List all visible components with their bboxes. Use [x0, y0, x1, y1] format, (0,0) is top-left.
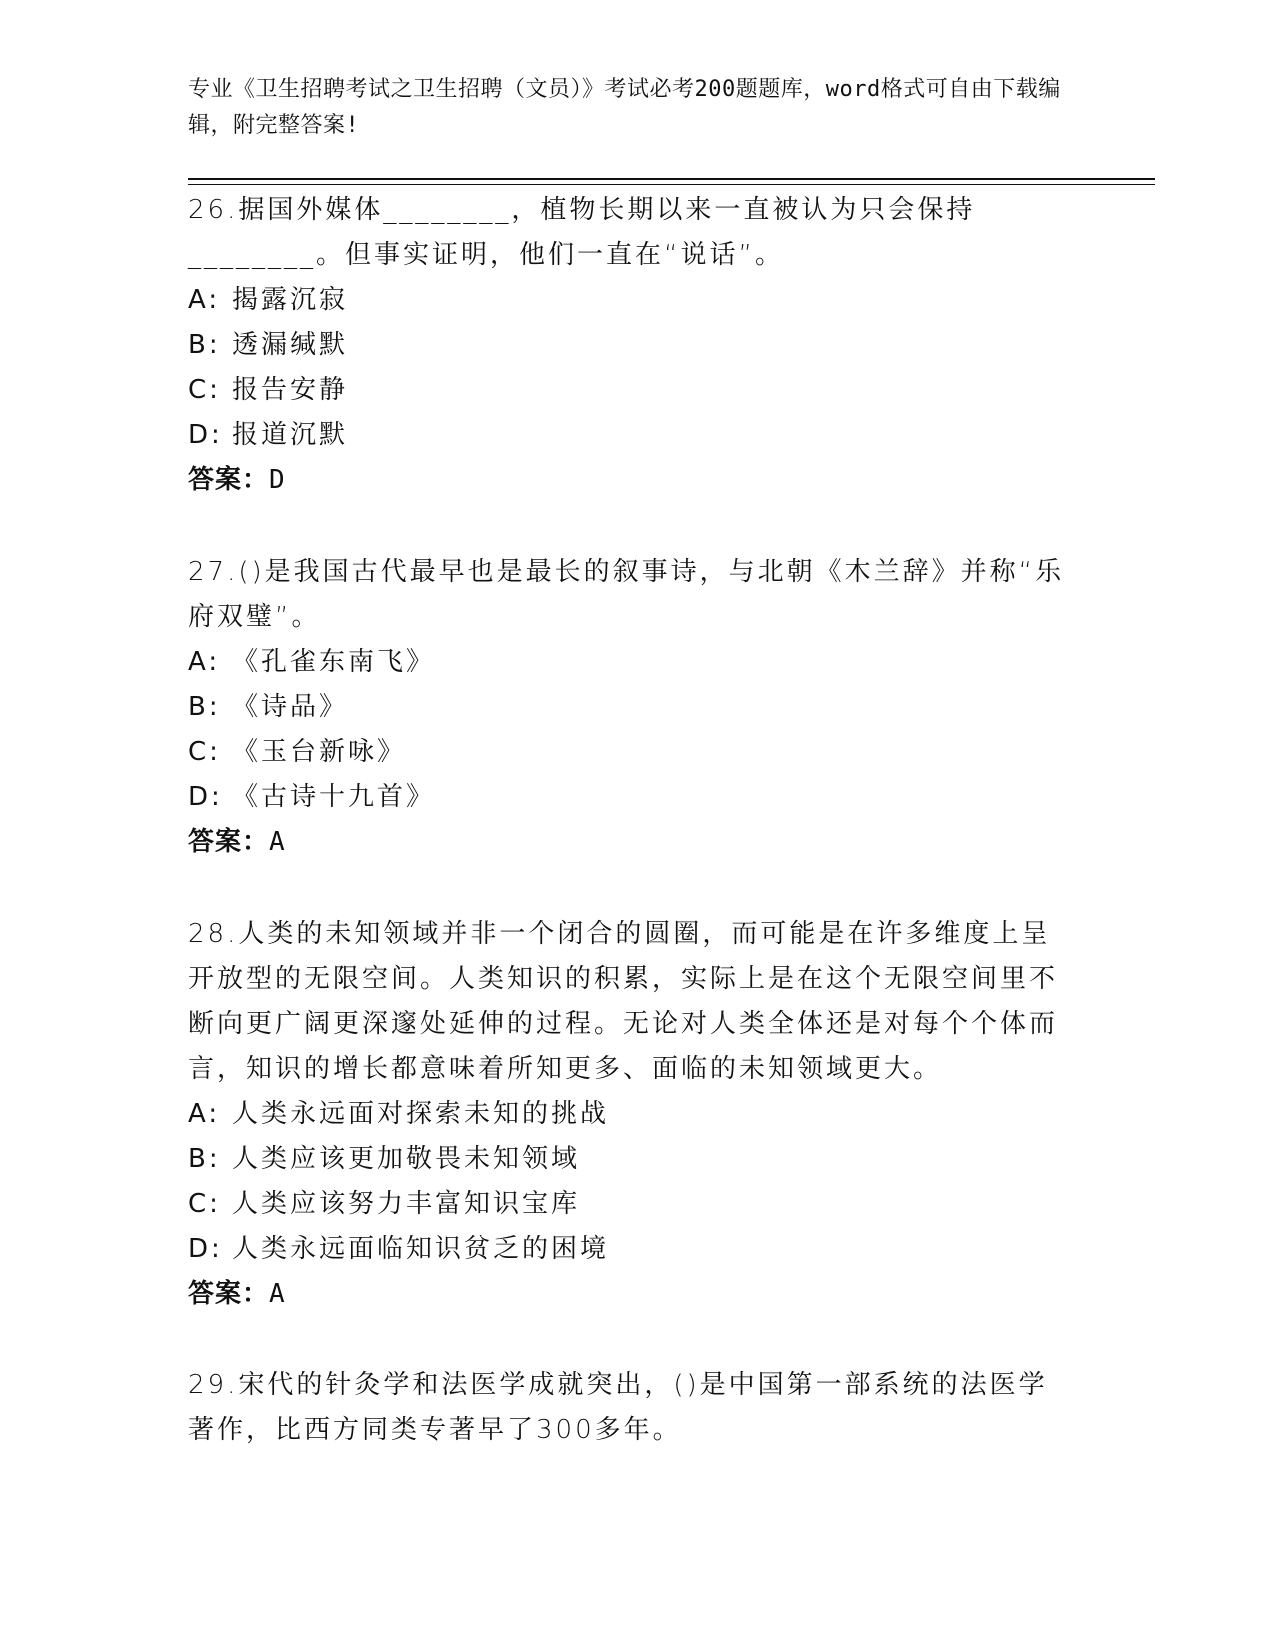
option-text: 人类永远面对探索未知的挑战 [232, 1099, 610, 1129]
option-list [188, 278, 1068, 458]
option-key: B: [188, 1144, 221, 1174]
option-d [188, 413, 1068, 458]
question-stem: 27.()是我国古代最早也是最长的叙事诗，与北朝《木兰辞》并称“乐府双璧”。 [188, 557, 1065, 632]
option-key: C: [188, 1189, 221, 1219]
question-28 [188, 912, 1068, 1317]
answer-label: 答案： [188, 1279, 270, 1309]
answer-line [188, 1272, 1068, 1317]
option-c [188, 368, 1068, 413]
option-text: 《玉台新咏》 [232, 737, 407, 767]
option-c [188, 1182, 1068, 1227]
option-a [188, 1092, 1068, 1137]
option-b [188, 1137, 1068, 1182]
answer-value: A [269, 827, 286, 857]
option-list [188, 1092, 1068, 1272]
answer-line [188, 458, 1068, 503]
question-26 [188, 188, 1068, 503]
option-key: C: [188, 375, 221, 405]
option-text: 揭露沉寂 [232, 285, 349, 315]
option-text: 《古诗十九首》 [232, 782, 436, 812]
answer-label: 答案： [188, 465, 270, 495]
option-d [188, 1227, 1068, 1272]
option-b [188, 685, 1068, 730]
question-stem: 26.据国外媒体________，植物长期以来一直被认为只会保持________。但事实证明，他们一直在“说话”。 [188, 195, 976, 270]
option-key: D: [188, 782, 223, 812]
option-c [188, 730, 1068, 775]
option-key: D: [188, 420, 223, 450]
option-text: 人类应该更加敬畏未知领域 [232, 1144, 581, 1174]
option-text: 报道沉默 [232, 420, 349, 450]
option-d [188, 775, 1068, 820]
option-key: B: [188, 692, 221, 722]
option-key: A: [188, 647, 221, 677]
option-key: A: [188, 1099, 221, 1129]
answer-line [188, 820, 1068, 865]
answer-value: A [269, 1279, 286, 1309]
option-text: 报告安静 [232, 375, 349, 405]
option-a [188, 278, 1068, 323]
answer-label: 答案： [188, 827, 270, 857]
answer-value: D [269, 465, 286, 495]
question-27 [188, 550, 1068, 865]
option-text: 《孔雀东南飞》 [232, 647, 436, 677]
option-text: 《诗品》 [232, 692, 349, 722]
question-29 [188, 1363, 1068, 1453]
option-key: C: [188, 737, 221, 767]
option-text: 人类应该努力丰富知识宝库 [232, 1189, 581, 1219]
option-list [188, 640, 1068, 820]
header-divider-thick [188, 178, 1155, 180]
option-text: 透漏缄默 [232, 330, 349, 360]
option-key: A: [188, 285, 221, 315]
option-b [188, 323, 1068, 368]
question-stem: 29.宋代的针灸学和法医学成就突出，()是中国第一部系统的法医学著作，比西方同类专著早了300多年。 [188, 1370, 1048, 1445]
option-key: B: [188, 330, 221, 360]
question-stem: 28.人类的未知领域并非一个闭合的圆圈，而可能是在许多维度上呈开放型的无限空间。人类知识的积累，实际上是在这个无限空间里不断向更广阔更深邃处延伸的过程。无论对人类全体还是对每个个体而言，知识的增长都意味着所知更多、面临的未知领域更大。 [188, 919, 1059, 1084]
header-note: 专业《卫生招聘考试之卫生招聘（文员）》考试必考200题题库，word格式可自由下载编辑，附完整答案! [188, 77, 1061, 138]
header-divider-thin [188, 184, 1155, 185]
option-key: D: [188, 1234, 223, 1264]
option-a [188, 640, 1068, 685]
option-text: 人类永远面临知识贫乏的困境 [232, 1234, 610, 1264]
